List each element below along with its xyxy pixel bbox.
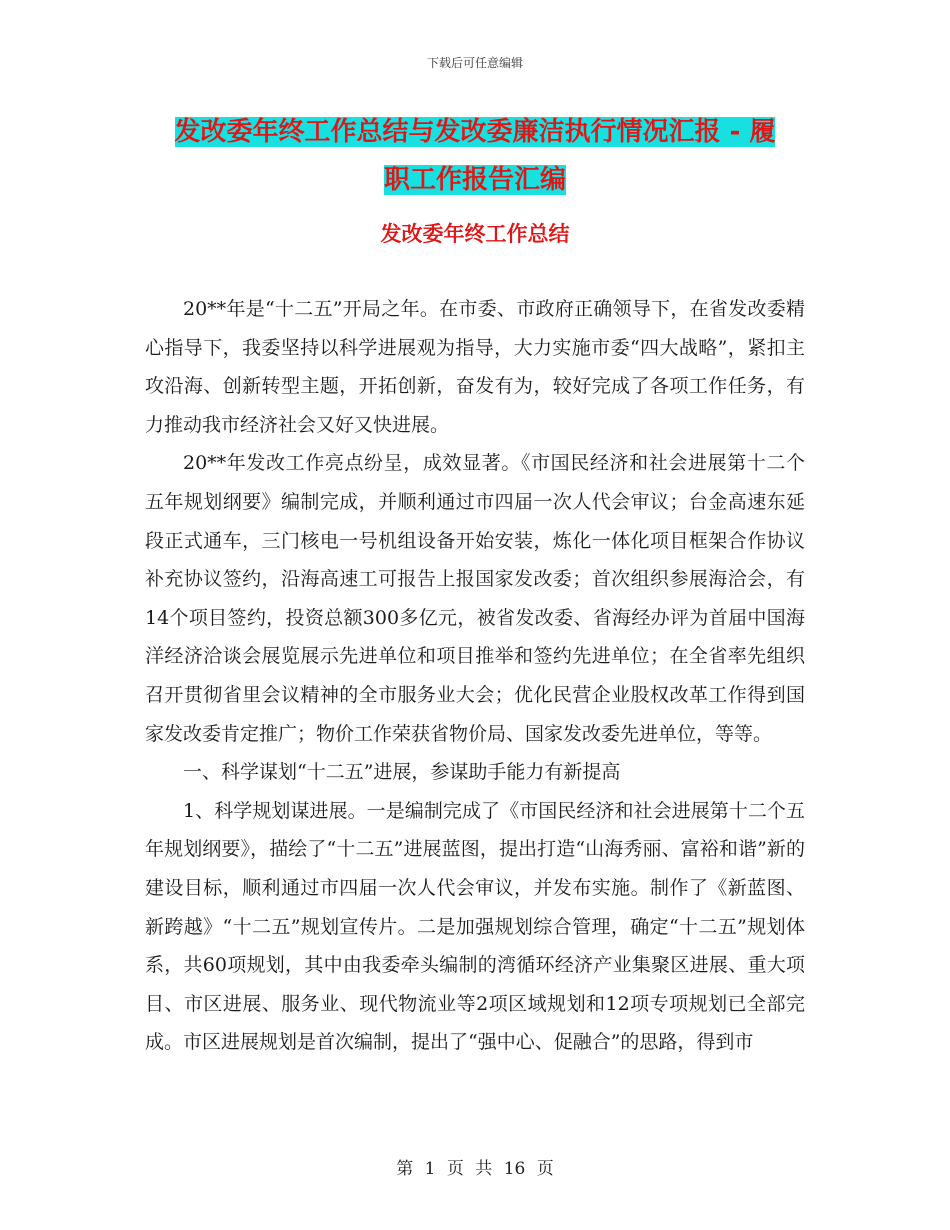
document-title: [145, 108, 805, 204]
page-header-note: 下载后可任意编辑: [426, 56, 523, 70]
document-body: [145, 290, 805, 1062]
section-title: 发改委年终工作总结: [380, 222, 570, 246]
paragraph-1: 20**年是“十二五”开局之年。在市委、市政府正确领导下，在省发改委精心指导下，我委坚持以科学进展观为指导，大力实施市委“四大战略”，紧扣主攻沿海、创新转型主题，开拓创新，奋发有为，较好完成了各项工作任务，有力推动我市经济社会又好又快进展。: [145, 298, 805, 436]
document-title-line-1: 发改委年终工作总结与发改委廉洁执行情况汇报 - 履: [174, 117, 776, 147]
document-title-line-2: 职工作报告汇编: [383, 165, 566, 195]
paragraph-4: 1、科学规划谋进展。一是编制完成了《市国民经济和社会进展第十二个五年规划纲要》，描绘了“十二五”进展蓝图，提出打造“山海秀丽、富裕和谐”新的建设目标，顺利通过市四届一次人代会审议，并发布实施。制作了《新蓝图、新跨越》“十二五”规划宣传片。二是加强规划综合管理，确定“十二五”规划体系，共60项规划，其中由我委牵头编制的湾循环经济产业集聚区进展、重大项目、市区进展、服务业、现代物流业等2项区域规划和12项专项规划已全部完成。市区进展规划是首次编制，提出了“强中心、促融合”的思路，得到市: [145, 799, 805, 1054]
paragraph-3-heading: 一、科学谋划“十二五”进展，参谋助手能力有新提高: [183, 761, 621, 784]
paragraph-2: 20**年发改工作亮点纷呈，成效显著。《市国民经济和社会进展第十二个五年规划纲要》编制完成，并顺利通过市四届一次人代会审议；台金高速东延段正式通车，三门核电一号机组设备开始安装，炼化一体化项目框架合作协议补充协议签约，沿海高速工可报告上报国家发改委；首次组织参展海洽会，有14个项目签约，投资总额300多亿元，被省发改委、省海经办评为首届中国海洋经济洽谈会展览展示先进单位和项目推举和签约先进单位；在全省率先组织召开贯彻省里会议精神的全市服务业大会；优化民营企业股权改革工作得到国家发改委肯定推广；物价工作荣获省物价局、国家发改委先进单位，等等。: [145, 452, 805, 745]
page-footer-page-number: 第 1 页 共 16 页: [396, 1159, 554, 1179]
